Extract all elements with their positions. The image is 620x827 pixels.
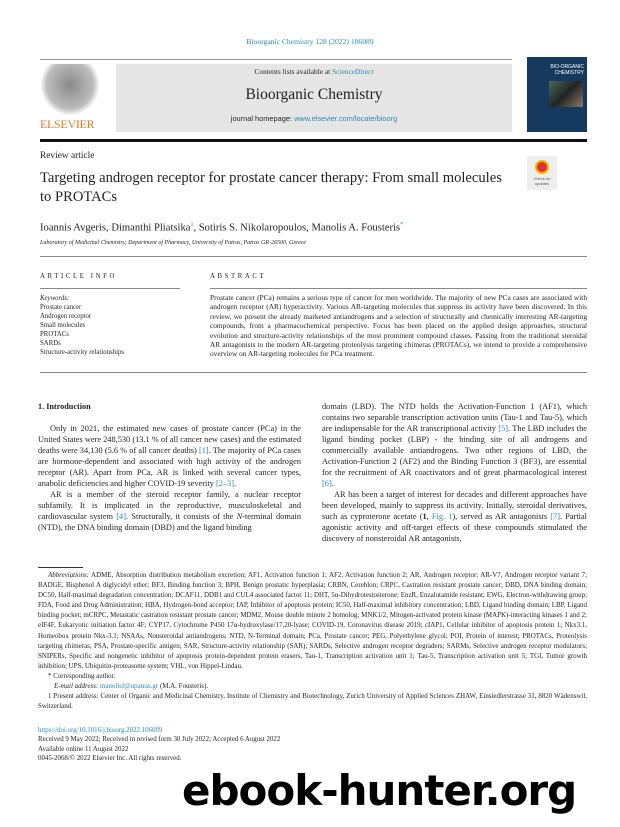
abstract-text: Prostate cancer (PCa) remains a serious type of cancer for men worldwide. The majority of new PCa cases are associated with androgen receptor (AR) hyperactivity. Various AR-targeting molecules that suppress its activity have been discovered. In this review, we present the already marketed antiandrogens and a selection of structurally and chemically interesting AR-targeting compounds, from a pharmacochemical perspective. Focus has been placed on the applied design approaches, structural evolution and structure-activity relationships of the most prominent compound classes. Passing from the traditional steroidal AR antagonists to the modern AR-targeting proteolysis targeting chimeras (PROTACs), we intend to provide a comprehensive overview on AR-targeting molecules for PCa treatment. <box>210 293 587 359</box>
email-link[interactable]: manolisf@upatras.gr <box>100 682 159 691</box>
publisher-name: ELSEVIER <box>40 117 95 131</box>
citation-link[interactable]: [7] <box>550 512 561 521</box>
keyword: Androgen receptor <box>40 313 92 320</box>
keyword: SARDs <box>40 340 61 347</box>
publication-info <box>38 726 280 763</box>
footnote-marker[interactable]: 1 <box>190 222 194 228</box>
paragraph: domain (LBD). The NTD holds the Activation-Function 1 (AF1), which contains two separable transcription activation units (Tau-1 and Tau-5), which are indispensable for the AR transcriptional activity [5]. The LBD includes the ligand binding pocket (LBP) - the binding site of all androgens and commercially available antiandrogens. Two other regions of LBD, the Activation-Function 2 (AF2) and the Binding Function 3 (BF3), are essential for the recruitment of AR coactivators and of great pharmacological interest [6]. <box>322 402 588 488</box>
divider <box>40 139 587 142</box>
keyword: Prostate cancer <box>40 304 82 311</box>
watermark: ebook-hunter.org <box>182 766 577 815</box>
online-date: Available online 11 August 2022 <box>38 745 129 753</box>
journal-cover <box>527 57 587 132</box>
keyword: Structure-activity relationships <box>40 349 124 356</box>
journal-banner <box>116 64 512 132</box>
article-type: Review article <box>40 151 95 161</box>
article-title: Targeting androgen receptor for prostate cancer therapy: From small molecules to PROTACs <box>40 170 502 205</box>
elsevier-logo <box>40 64 102 132</box>
divider <box>40 256 587 257</box>
present-address-note: 1 Present address: Center of Organic and Medicinal Chemistry, Institute of Chemistry and Biotechnology, Zurich University of Applied Sciences ZHAW, Einsiedlerstrasse 31, 8820 Wädenswil, Switzerland. <box>38 692 587 711</box>
contents-label: Contents lists available at <box>254 67 333 76</box>
doi-link[interactable]: https://doi.org/10.1016/j.bioorg.2022.106089 <box>38 727 163 734</box>
divider <box>40 288 180 289</box>
check-for-updates-button[interactable] <box>527 156 557 190</box>
citation-link[interactable]: [6] <box>322 479 332 488</box>
keywords-label: Keywords: <box>40 295 70 302</box>
article-info-heading: ARTICLE INFO <box>40 273 118 280</box>
citation-link[interactable]: [2–3] <box>215 479 235 488</box>
abstract-heading: ABSTRACT <box>210 273 267 280</box>
citation-link[interactable]: [4] <box>116 512 127 521</box>
copyright: 0045-2068/© 2022 Elsevier Inc. All rights reserved. <box>38 754 182 762</box>
author[interactable]: Manolis A. Fousteris <box>311 222 401 234</box>
corresponding-author-note: * Corresponding author. <box>48 671 116 680</box>
right-column <box>322 401 587 544</box>
author-list <box>40 219 403 235</box>
footnote-rule <box>38 567 83 568</box>
divider <box>40 59 512 60</box>
citation-link[interactable]: [1] <box>198 446 209 455</box>
paragraph: AR has been a target of interest for decades and different approaches have been developed, mainly to suppress its activity. Initially, steroidal derivatives, such as cyproterone acetate (1, Fig. 1), served as AR antagonists [7]. Partial agonistic activity and off-target effects of these compounds stimulated the discovery of nonsteroidal AR antagonists, <box>322 490 588 543</box>
author[interactable]: Ioannis Avgeris, <box>40 222 112 234</box>
sciencedirect-link[interactable]: ScienceDirect <box>332 67 374 76</box>
author[interactable]: , Sotiris S. Nikolaropoulos, <box>193 222 312 234</box>
journal-citation-link[interactable]: Bioorganic Chemistry 128 (2022) 106089 <box>246 37 374 46</box>
check-updates-label: Check for updates <box>533 176 551 186</box>
cover-title: BIO-ORGANIC CHEMISTRY <box>550 64 584 76</box>
keyword: Small molecules <box>40 322 86 329</box>
tree-icon <box>40 64 100 116</box>
author[interactable]: Dimanthi Pliatsika <box>111 222 191 234</box>
paragraph: Only in 2021, the estimated new cases of prostate cancer (PCa) in the United States were 248,530 (13.1 % of all cancer new cases) and the estimated deaths were 34,130 (5.6 % of all cancer deaths) [1]. The majority of PCa cases are hormone-dependent and associated with high activity of the androgen receptor (AR). Apart from PCa, AR is linked with several cancer types, anabolic deficiencies and higher COVID-19 severity [2–3]. <box>38 424 301 488</box>
homepage-link[interactable]: www.elsevier.com/locate/bioorg <box>294 114 398 123</box>
corresponding-marker[interactable]: * <box>400 222 404 228</box>
divider <box>210 288 587 289</box>
footnotes <box>38 570 587 711</box>
section-heading: 1. Introduction <box>38 402 91 411</box>
divider <box>40 372 587 373</box>
journal-title: Bioorganic Chemistry <box>245 86 383 103</box>
received-dates: Received 9 May 2022; Received in revised form 30 July 2022; Accepted 6 August 2022 <box>38 736 281 744</box>
affiliation: Laboratory of Medicinal Chemistry, Department of Pharmacy, University of Patras, Patras GR-26500, Greece <box>40 240 307 246</box>
citation-link[interactable]: [5] <box>498 424 509 433</box>
keywords-list <box>40 294 124 357</box>
cover-image <box>549 81 583 107</box>
bookmark-icon <box>535 160 549 174</box>
figure-link[interactable]: Fig. 1 <box>431 512 453 521</box>
left-column <box>38 423 301 533</box>
email-note: E-mail address: manolisf@upatras.gr (M.A. Fousteris). <box>54 682 209 691</box>
keyword: PROTACs <box>40 331 69 338</box>
abbreviations: Abbreviations: ADME, Absorption distribution metabolism excretion; AF1, Activation function 1; AF2, Activation function 2; AR, Androgen receptor; AR-V7, Androgen receptor variant 7; BADGE, Bisphenol A diglycidyl ether; BF3, Binding function 3; BPH, Benign prostatic hyperplasia; CRBN, Cereblon; CRPC, Castration resistant prostate cancer; DBD, DNA binding domain; DC50, Half-maximal degradation concentration; DCAF11, DDB1 and CUL4 associated factor 11; DHT, 5α-Dihydrotestosterone; EnzR, Enzalutamide resistant; EWG, Electron-withdrawing group; FDA, Food and Drug Administration; HBA, Hydrogen-bond acceptor; IAP, Inhibitor of apoptosis protein; IC50, Half-maximal inhibitory concentration; LBD, Ligand binding domain; LBP, Ligand binding pocket; mCRPC, Metastatic castration resistant prostate cancer; MDM2, Mouse double minute 2 homolog; MNK1/2, Mitogen-activated protein kinase (MAPK)-interacting kinases 1 and 2; eIF4F, Eukaryotic initiation factor 4F; CYP17, Cytochrome P450 17α-hydroxylase/17,20-lyase; COVID-19, Coronavirus disease 2019; cIAP1, Cellular inhibitor of apoptosis protein 1; Nkx3.1, Homeobox protein Nkx-3.1; NSAAs, Nonsteroidal antiandrogens; NTD, N-Terminal domain; PCa, Prostate cancer; PEG, Polyethylene glycol; POI, Protein of interest; PROTACs, Proteolysis targeting chimeras; PSA, Prostate-specific antigen; SAR, Structure-activity relationship (SAR); SARDs, Selective androgen receptor degraders; SARMs, Selective androgen receptor modulators; SNIPERs, Specific and nongenetic inhibitor of apoptosis protein-dependent protein erasers, Tau-1, Transcription activation unit 1; Tau-5, Transcription activation unit 5; TGI, Tumor growth inhibition; UPS, Ubiquitin-proteasome system; VHL, von Hippel-Lindau. <box>38 571 587 670</box>
homepage-label: journal homepage: <box>230 114 295 123</box>
paragraph: AR is a member of the steroid receptor family, a nuclear receptor subfamily. It is implicated in the reproductive, musculoskeletal and cardiovascular system [4]. Structurally, it consists of the N-terminal domain (NTD), the DNA binding domain (DBD) and the ligand binding <box>38 490 302 532</box>
